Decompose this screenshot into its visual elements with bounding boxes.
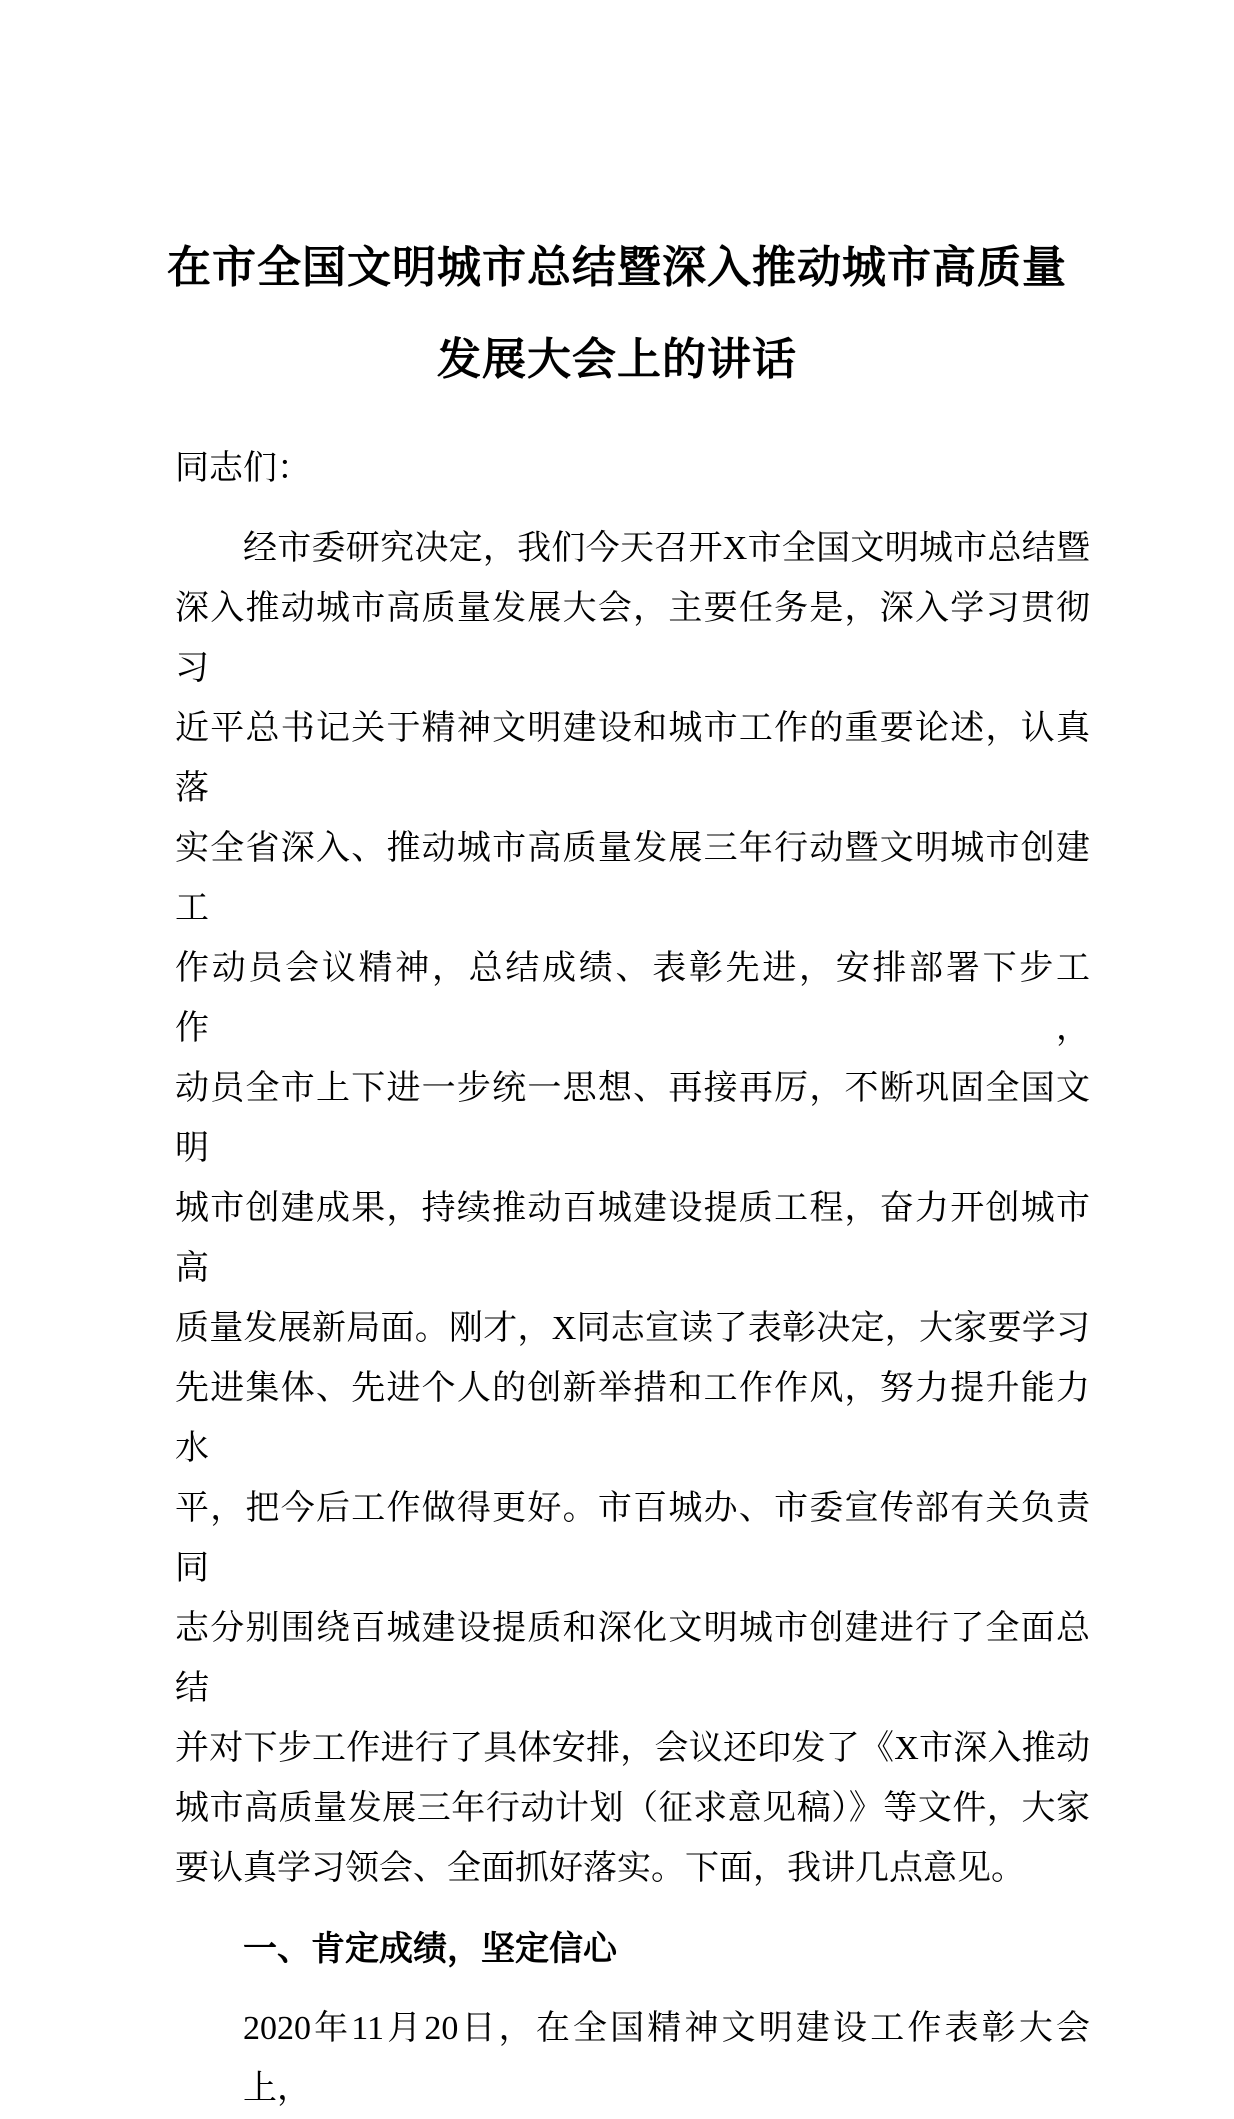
- paragraph-line: 志分别围绕百城建设提质和深化文明城市创建进行了全面总结: [175, 1610, 1090, 1707]
- section-heading-1: 一、肯定成绩，坚定信心: [243, 1930, 617, 1968]
- paragraph-line: 作动员会议精神，总结成绩、表彰先进，安排部署下步工作，: [175, 950, 1090, 1047]
- paragraph-line: 质量发展新局面。刚才，X同志宣读了表彰决定，大家要学习: [175, 1310, 1090, 1347]
- opening-paragraph: [175, 519, 1090, 1899]
- paragraph-line: 要认真学习领会、全面抓好落实。下面，我讲几点意见。: [175, 1850, 1025, 1887]
- paragraph-line: 先进集体、先进个人的创新举措和工作作风，努力提升能力水: [175, 1370, 1090, 1467]
- salutation: 同志们：: [175, 450, 311, 487]
- paragraph-line: 并对下步工作进行了具体安排，会议还印发了《X市深入推动: [175, 1730, 1090, 1767]
- date-paragraph: [175, 1999, 1090, 2119]
- paragraph-line: 城市创建成果，持续推动百城建设提质工程，奋力开创城市高: [175, 1190, 1090, 1287]
- paragraph-line: 深入推动城市高质量发展大会，主要任务是，深入学习贯彻习: [175, 590, 1090, 687]
- paragraph-line: 近平总书记关于精神文明建设和城市工作的重要论述，认真落: [175, 710, 1090, 807]
- paragraph-line: 2020年11月20日，在全国精神文明建设工作表彰大会上，: [243, 2010, 1090, 2107]
- paragraph-line: 经市委研究决定，我们今天召开X市全国文明城市总结暨: [243, 530, 1090, 567]
- paragraph-line: 动员全市上下进一步统一思想、再接再厉，不断巩固全国文明: [175, 1070, 1090, 1167]
- title-line-2: 发展大会上的讲话: [437, 335, 797, 384]
- title-line-1: 在市全国文明城市总结暨深入推动城市高质量: [167, 243, 1067, 292]
- document-body: [0, 439, 1234, 2119]
- paragraph-line: 平，把今后工作做得更好。市百城办、市委宣传部有关负责同: [175, 1490, 1090, 1587]
- paragraph-line: 实全省深入、推动城市高质量发展三年行动暨文明城市创建工: [175, 830, 1090, 927]
- document-title: [0, 0, 1234, 406]
- paragraph-line: 城市高质量发展三年行动计划（征求意见稿）》等文件，大家: [175, 1790, 1090, 1827]
